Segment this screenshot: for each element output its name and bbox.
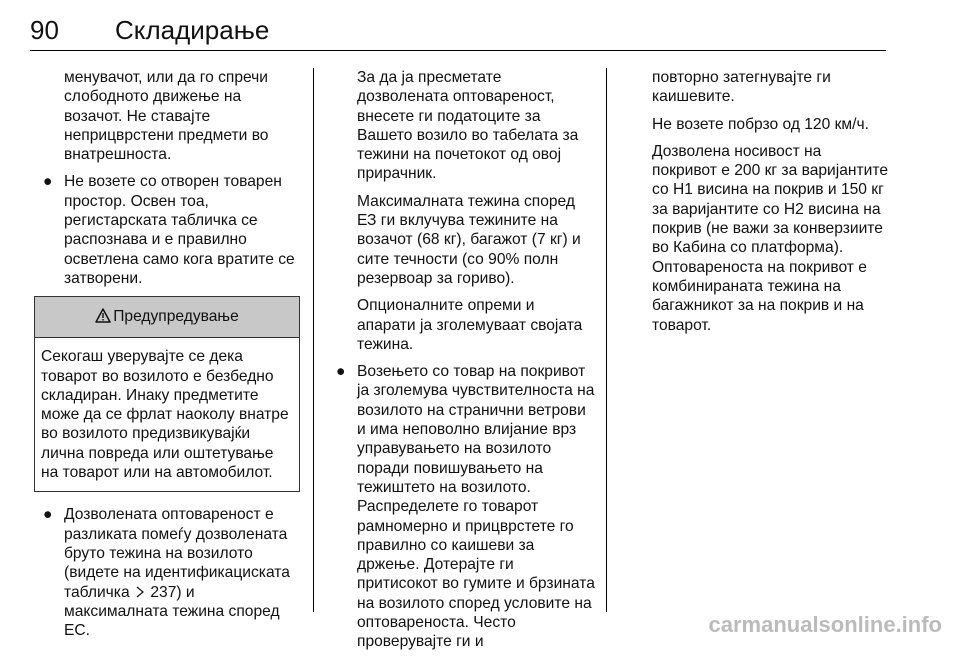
list-item (34, 172, 300, 288)
warning-title: Предупредување (113, 308, 239, 326)
warning-triangle-icon (95, 308, 111, 323)
paragraph: Опционалните опреми и апарати ја зголемуваат својата тежина. (357, 297, 583, 353)
warning-header (35, 297, 299, 338)
page-title: Складирање (115, 15, 270, 45)
paragraph: Дозволена носивост на покривот е 200 кг за варијантите со H1 висина на покрив и 150 кг за варијантите со H2 висина на покрив (не важи за конверзиите во Кабина со платформа). (652, 142, 888, 257)
header-rule (30, 50, 886, 51)
warning-box (34, 296, 300, 492)
paragraph: повторно затегнувајте ги каишевите. (652, 69, 831, 106)
list-item (34, 505, 300, 640)
column-1 (34, 68, 300, 648)
page-header (30, 10, 886, 50)
bullet-icon: ● (43, 506, 53, 524)
paragraph: За да ја пресметате дозволената оптовареност, внесете ги податоците за Вашето возило во табелата за тежини на почетокот од овој прирачник. (357, 69, 579, 183)
paragraph: Не возете побрзо од 120 км/ч. (652, 115, 869, 133)
watermark: carmanualsonline.info (708, 612, 942, 637)
column-divider (313, 68, 314, 612)
paragraph: Оптовареноста на покривот е комбинираната тежина на багажникот за на покрив и на товарот. (652, 258, 867, 334)
bullet-icon: ● (43, 173, 53, 191)
column-2 (327, 68, 595, 660)
paragraph: Максималната тежина според ЕЗ ги вклучува тежините на возачот (68 кг), багажот (7 кг) и сите течности (со 90% полн резервоар за гориво). (357, 192, 581, 287)
bullet-text: Не возете со отворен товарен простор. Освен тоа, регистарската табличка се распознава и е правилно осветлена само кога вратите се затворени. (64, 173, 295, 287)
bullet-text-end: ) и максималната тежина според ЕС. (64, 583, 280, 640)
list-item (327, 362, 595, 651)
column-divider (606, 68, 607, 612)
paragraph-continuation: менувачот, или да го спречи слободното движење на возачот. Не ставајте неприцврстени предмети во внатрешноста. (64, 69, 269, 164)
page-number: 90 (30, 15, 59, 45)
bullet-icon: ● (336, 363, 346, 381)
column-3 (622, 68, 888, 343)
bullet-text: Дозволената оптовареност е разликата помеѓу дозволената бруто тежина на возилото (видете на идентификациската табличка (64, 506, 290, 601)
warning-body: Секогаш уверувајте се дека товарот во возилото е безбедно складиран. Инаку предметите може да се фрлат наоколу внатре во возилото предизвикувајќи лична повреда или оштетување на товарот или на автомобилот. (41, 348, 289, 482)
page-reference-arrow-icon (134, 585, 146, 599)
bullet-text: Возењето со товар на покривот ја зголемува чувствителноста на возилото на странични ветрови и има неповолно влијание врз управувањето на возилото поради повишувањето на тежиштето на возилото. Распределете го товарот рамномерно и прицврстете го правилно со каишеви за држење. Дотерајте ги притисокот во гумите и брзината на возилото според условите на оптовареноста. Често проверувајте ги и (357, 363, 595, 651)
page-reference[interactable]: 237 (150, 583, 177, 601)
